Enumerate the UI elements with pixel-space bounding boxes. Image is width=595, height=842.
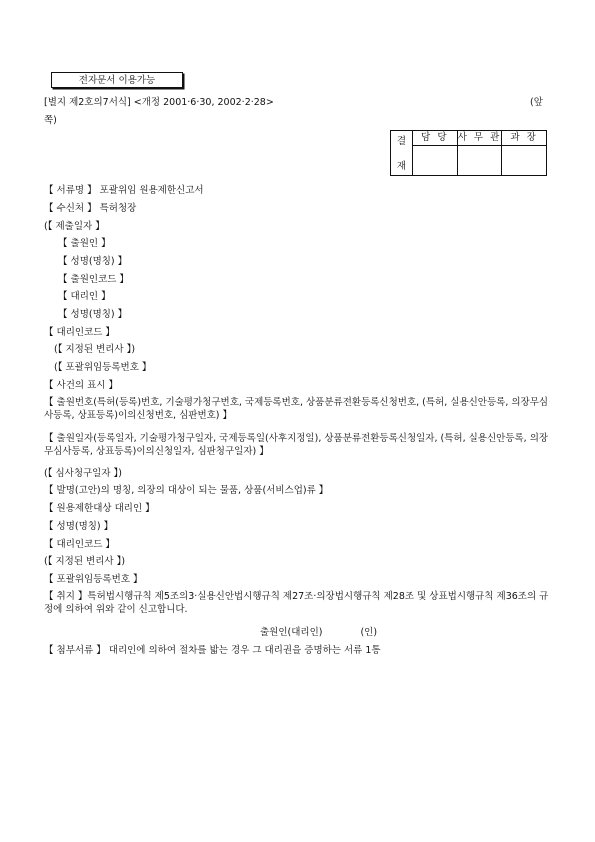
approval-sign-clerk (413, 146, 457, 175)
field-applicant-code: 【 출원인코드 】 (58, 274, 129, 285)
field-restricted-agent-name: 【 성명(명칭) 】 (44, 521, 114, 532)
field-attachments: 【 첨부서류 】 대리인에 의하여 절차를 밟는 경우 그 대리권을 증명하는 서류 1통 (44, 645, 381, 656)
field-agent-code: 【 대리인코드 】 (44, 327, 115, 338)
front-side-label-end: 쪽) (44, 115, 57, 126)
field-applicant-name: 【 성명(명칭) 】 (58, 256, 128, 267)
field-general-power-number: (【 포괄위임등록번호 】 (54, 362, 152, 373)
approval-header (391, 131, 413, 175)
field-restricted-designated-attorney: (【 지정된 변리사 】) (44, 556, 126, 567)
approval-label-chief: 과 장 (502, 131, 546, 146)
field-restricted-agent: 【 원용제한대상 대리인 】 (44, 503, 155, 514)
field-restricted-power-number: 【 포괄위임등록번호 】 (44, 574, 143, 585)
approval-head-top: 결 (396, 136, 407, 147)
approval-column-clerk (413, 131, 458, 175)
field-application-number: 【 출원번호(특허(등록)번호, 기술평가청구번호, 국제등록번호, 상품분류전환등록신청번호, (특허, 실용신안등록, 의장무심사등록, 상표등록)이의신청번호, 심판번호) 】 (44, 397, 549, 421)
field-submission-date: (【 제출일자 】 (44, 221, 105, 232)
field-application-date: 【 출원일자(등록일자, 기술평가청구일자, 국제등록일(사후지정일), 상품분류전환등록신청일자, (특허, 실용신안등록, 의장무심사등록, 상표등록)이의신청일자, 심판청구일자) 】 (44, 433, 549, 457)
field-case-indication: 【 사건의 표시 】 (44, 380, 118, 391)
field-restricted-agent-code: 【 대리인코드 】 (44, 539, 115, 550)
approval-label-clerk: 담 당 (413, 131, 457, 146)
form-revision-note: [별지 제2호의7서식] <개정 2001·6·30, 2002·2·28> (44, 97, 274, 108)
approval-label-officer: 사 무 관 (458, 131, 502, 146)
field-recipient: 【 수신처 】 특허청장 (44, 203, 137, 214)
approval-box (390, 130, 547, 176)
field-examination-request-date: (【 심사청구일자 】) (44, 468, 123, 479)
signature-line: 출원인(대리인) (인) (260, 627, 378, 638)
field-invention-title: 【 발명(고안)의 명칭, 의장의 대상이 되는 물품, 상품(서비스업)류 】 (44, 485, 329, 496)
field-purpose: 【 취지 】특허법시행규칙 제5조의3·실용신안법시행규칙 제27조·의장법시행규칙 제28조 및 상표법시행규칙 제36조의 규정에 의하여 위와 같이 신고합니다. (44, 591, 549, 615)
approval-sign-officer (458, 146, 502, 175)
approval-column-officer (458, 131, 503, 175)
front-side-label-start: (앞 (530, 97, 543, 108)
approval-head-bottom: 재 (396, 161, 407, 172)
field-document-name: 【 서류명 】 포괄위임 원용제한신고서 (44, 185, 204, 196)
field-applicant: 【 출원인 】 (58, 238, 111, 249)
approval-column-chief (502, 131, 546, 175)
approval-sign-chief (502, 146, 546, 175)
field-agent-name: 【 성명(명칭) 】 (58, 309, 128, 320)
electronic-document-stamp: 전자문서 이용가능 (51, 72, 183, 88)
field-designated-attorney: (【 지정된 변리사 】) (54, 344, 136, 355)
field-agent: 【 대리인 】 (58, 291, 111, 302)
